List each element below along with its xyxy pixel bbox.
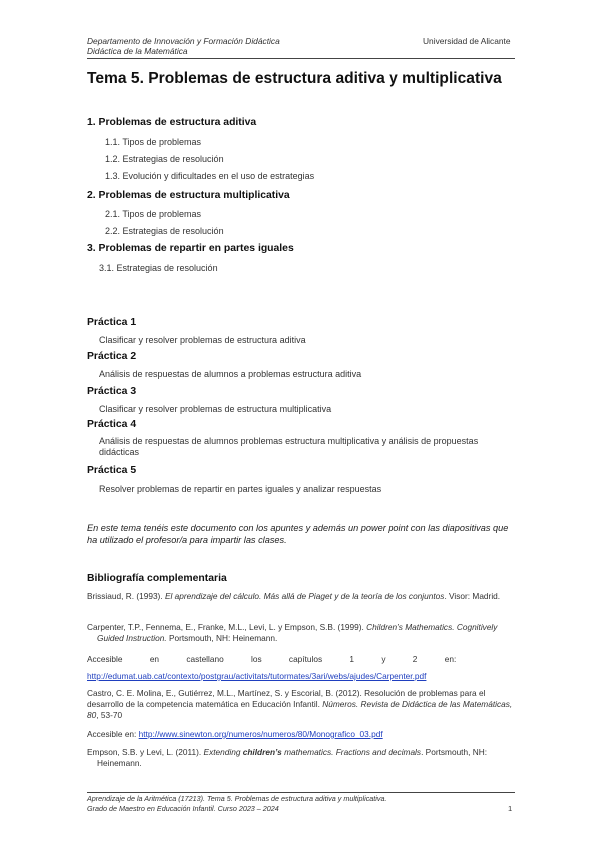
practica-description: Análisis de respuestas de alumnos a problemas estructura aditiva (99, 369, 362, 379)
reference-empson: Empson, S.B. y Levi, L. (2011). Extending children’s mathematics. Fractions and decimals. Portsmouth, NH: Heinemann. (87, 747, 487, 768)
header-area: Didáctica de la Matemática (87, 46, 188, 56)
footer-rule (87, 792, 515, 793)
practica-heading: Práctica 4 (87, 419, 137, 430)
practica-description: Análisis de respuestas de alumnos problemas estructura multiplicativa y análisis de propuestas didácticas (99, 436, 479, 457)
section-heading: 2. Problemas de estructura multiplicativa (87, 190, 290, 201)
practica-description: Clasificar y resolver problemas de estructura aditiva (99, 335, 306, 345)
carpenter-link[interactable]: http://edumat.uab.cat/contexto/postgrau/activitats/tutormates/3ari/webs/ajudes/Carpenter.pdf (87, 671, 427, 681)
section-subitem: 1.2. Estrategias de resolución (105, 154, 224, 164)
header-university: Universidad de Alicante (423, 36, 511, 46)
reference-carpenter: Carpenter, T.P., Fennema, E., Franke, M.L., Levi, L. y Empson, S.B. (1999). Children’s Mathematics. Cognitively Guided Instruction. Portsmouth, NH: Heinemann. (87, 622, 498, 643)
reference-access-note: Accesible en castellano los capítulos 1 y 2 en: (87, 654, 457, 664)
section-subitem: 3.1. Estrategias de resolución (99, 263, 218, 273)
section-subitem: 1.3. Evolución y dificultades en el uso de estrategias (105, 171, 315, 181)
footer-course: Aprendizaje de la Aritmética (17213). Tema 5. Problemas de estructura aditiva y multiplicativa. (87, 794, 387, 803)
section-subitem: 2.1. Tipos de problemas (105, 209, 202, 219)
practica-heading: Práctica 3 (87, 386, 137, 397)
header-rule (87, 58, 515, 59)
practica-description: Resolver problemas de repartir en partes iguales y analizar respuestas (99, 484, 382, 494)
footer-degree: Grado de Maestro en Educación Infantil. Curso 2023 – 2024 (87, 804, 279, 813)
practica-description: Clasificar y resolver problemas de estructura multiplicativa (99, 404, 332, 414)
section-heading: 3. Problemas de repartir en partes iguales (87, 243, 294, 254)
practica-heading: Práctica 1 (87, 317, 137, 328)
page-title: Tema 5. Problemas de estructura aditiva y multiplicativa (87, 70, 502, 87)
practica-heading: Práctica 2 (87, 351, 137, 362)
section-subitem: 2.2. Estrategias de resolución (105, 226, 224, 236)
header-department: Departamento de Innovación y Formación Didáctica (87, 36, 280, 46)
reference-access-line: Accesible en: http://www.sinewton.org/numeros/numeros/80/Monografico_03.pdf (87, 729, 383, 739)
practica-heading: Práctica 5 (87, 465, 137, 476)
section-subitem: 1.1. Tipos de problemas (105, 137, 202, 147)
reference-castro: Castro, C. E. Molina, E., Gutiérrez, M.L., Martínez, S. y Escorial, B. (2012). Resolución de problemas para el desarrollo de la competencia matemática en Educación Infantil. Números. Revista de Didáctica de las Matemáticas, 80, 53-70 (87, 688, 513, 720)
section-heading: 1. Problemas de estructura aditiva (87, 117, 257, 128)
bibliography-heading: Bibliografía complementaria (87, 573, 227, 584)
page-number: 1 (508, 804, 513, 813)
sinewton-link[interactable]: http://www.sinewton.org/numeros/numeros/80/Monografico_03.pdf (138, 729, 383, 739)
materials-note: En este tema tenéis este documento con los apuntes y además un power point con las diapositivas que ha utilizado el profesor/a para impartir las clases. (87, 523, 509, 545)
reference-brissiaud: Brissiaud, R. (1993). El aprendizaje del cálculo. Más allá de Piaget y de la teoría de los conjuntos. Visor: Madrid. (87, 591, 501, 601)
